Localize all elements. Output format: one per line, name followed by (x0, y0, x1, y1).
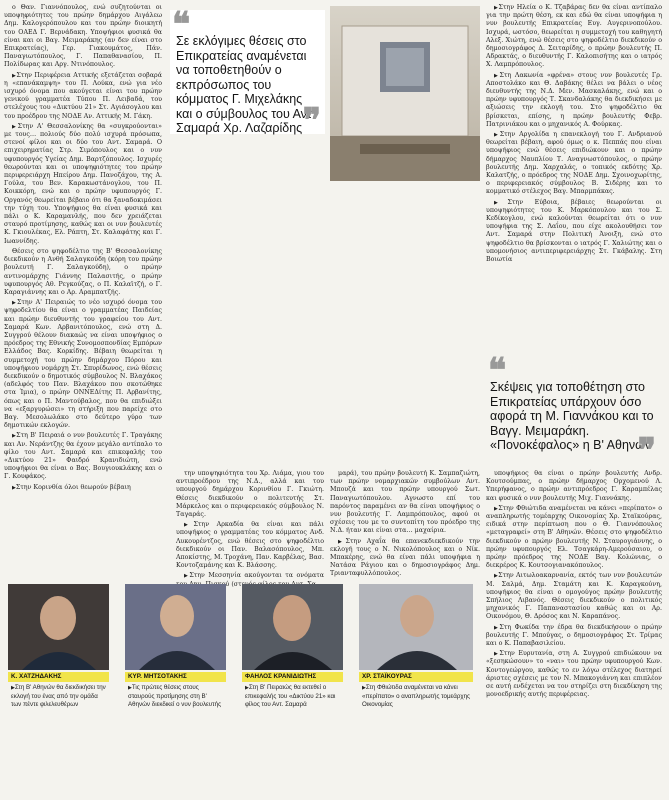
person-silhouette (242, 584, 343, 670)
portrait-card (0, 576, 117, 800)
article-column-2 (176, 470, 324, 591)
portrait-name: Κ. ΧΑΤΖΗΔΑΚΗΣ (8, 672, 109, 682)
portrait-name: ΚΥΡ. ΜΗΤΣΟΤΑΚΗΣ (125, 672, 226, 682)
portrait-card (117, 576, 234, 800)
paragraph: ▶ Στην Αρκαδία θα είναι και πάλι υποψήφιος ο γραμματέας του κόμματος Ανδ. Λυκουρέντζος, ενώ θέσεις στο ψηφοδέλτιο διεκδικούν οι Παν. Βαλασόπουλος, Μπ. Αποκίστης, Μ. Τροχάνη, Παν. Καρβέλας, Βασ. Κοντοζαμάνης και Κ. Βλάσσης. (176, 521, 324, 570)
parliament-photo (330, 6, 480, 181)
article-column-4-continued (486, 470, 662, 701)
paragraph: μαρά), του πρώην βουλευτή Κ. Σαμπαζιώτη, των πρώην νομαρχιακών συμβούλων Αντ. Μπουζά και του πρώην υπουργού Σωτ. Παναγιωτόπουλου. Αγνωστο επί του παρόντος παραμένει αν θα είναι υποψήφιος ο νυν βουλευτής Γ. Λαμπρόπουλος, αφού οι σχέσεις του με το συντοπίτη του πρόεδρο της Ν.Δ. ήταν και είναι στα… μαχαίρια. (330, 470, 480, 535)
paragraph: Θέσεις στο ψηφοδέλτιο της Β' Θεσσαλονίκης διεκδικούν η Ανθή Σαλαγκούδη (κόρη του πρώην βουλευτή Γ. Σαλαγκούδη), ο πρώην αντινομάρχης Γιάννης Παλασιτής, ο πρώην υφυπουργός Αθ. Ρεγκούζας, ο Π. Καλαϊτζή, ο Γ. Καραγιάννης και ο Αρ. Αραμπατζής. (4, 247, 162, 296)
person-silhouette (125, 584, 226, 670)
portrait-caption: ▶ Στη Β' Αθηνών θα διεκδικήσει την εκλογή του ένας από την ομάδα των πέντε φιλελευθέρων (11, 684, 107, 708)
portrait-photo (8, 584, 109, 670)
paragraph: υποψήφιος θα είναι ο πρώην βουλευτής Ανδρ. Κουτσούμπας, ο πρώην δήμαρχος Ορχομενού Λ. Υπερήφανος, ο πρώην αντιπρόεδρος Γ. Καραμπέλας και φυσικά ο νυν βουλευτής Μιχ. Γιαννάκης. (486, 470, 662, 502)
portrait-caption: ▶ Τις πρώτες θέσεις στους σταυρούς προτίμησης στη Β' Αθηνών διεκδικεί ο νυν βουλευτής (128, 684, 224, 708)
paragraph: ο Θαν. Γιαννόπουλος, ενώ συζητούνται οι υποψηφιότητες του πρώην δημάρχου Αιγάλεω Δημ. Καλογερόπουλου και του πρώην διοικητή του ΟΑΕΔ Γ. Βερνάδακη. Υποψήφιοι φυσικά θα είναι και οι Βαγ. Μειμαράκης (αν δεν είναι στο Επικρατείας), Γερ. Γιακουμάτος, Πάν. Παναγιωτόπουλος, Γ. Παπαθανασίου, Π. Πολίδωρας και Αργ. Ντινόπουλος. (4, 4, 162, 69)
portrait-card (351, 576, 481, 800)
paragraph: ▶ Στην Κορινθία όλοι θεωρούν βέβαιη (4, 484, 162, 492)
portrait-photo (125, 584, 226, 670)
paragraph: ▶ Στην Περιφέρεια Αττικής εξετάζεται σοβαρά η «επανάκαμψη» του Π. Λούκα, ενώ για νέο ισχυρό όνομα που ακούγεται είναι του πρώην γενικού γραμματέα Τύπου Π. Λειβαδά, του στελέχους του «Δικτύου 21» Στ. Αγιάσογλου και του προέδρου της ΝΟΔΕ Αν. Αττικής Μ. Γάκη. (4, 72, 162, 121)
close-quote-icon: ❞ (637, 431, 656, 471)
article-column-1 (4, 4, 162, 494)
paragraph: ▶ Στην Αχαΐα θα επανεκδιεκδικούν την εκλογή τους ο Ν. Νικολόπουλος και ο Νίκ. Μπακέρης, ενώ θα είναι πάλι υποψήφια η Νατάσα Ράγιου και ο δημοσιογράφος Δημ. Τριανταφυλλόπουλος. (330, 538, 480, 579)
paragraph: ▶ Στην Αιτωλοακαρνανία, εκτός των νυν βουλευτών Μ. Σαλμά, Δημ. Σταμάτη και Κ. Καραγκούνη, υποψήφιος θα είναι ο ομογούγος πρώην βουλευτής Σπήλιος Λιβανός. Θέσεις διεκδικούν ο πολιτικός μηχανικός Γ. Παπαναστασίου καθώς και οι Αρ. Οικονόμου, Θ. Δρόσος και Ν. Καραπάνος. (486, 572, 662, 621)
paragraph: ▶ Στην Α' Θεσσαλονίκης θα «συγκρούονται» με τους… πολιούς δύο πολύ ισχυρά πρόσωπα, στενοί φίλοι και οι δύο του Αντ. Σαμαρά. Ο επιχειρηματίας Στρ. Σιμόπουλος και ο νυν υφυπουργός Υγείας Δημ. Βαρτζόπουλος. Ισχυρές θεωρούνται και οι υποψηφιότητες του πρώην περιφερειάρχη Ηπείρου Δημ. Πανοζάχου, της Α. Γούλα, του Βεν. Καρακωστάνογλου, του Π. Κοικκόρη, ενώ και ο πρώην υφυπουργός Γ. Οργανός θεωρείται βέβαιο ότι θα ξαναδοκιμάσει την τύχη του. Υποψήφιος θα είναι φυσικά και πάλι ο Κ. Καραμανλής, που δεν χρειάζεται σταυρό προτίμησης, καθώς και οι νυν βουλευτές Κ. Γκιουλέκας, Ελ. Ράπτη, Στ. Καλαφάτης και Γ. Ιωαννίδης. (4, 123, 162, 246)
article-column-3 (330, 470, 480, 581)
paragraph: ▶ Στη Φωκίδα την έδρα θα διεκδικήσουν ο πρώην βουλευτής Γ. Μπούγας, ο δημοσιογράφος Στ. Τρίμας και ο Κ. Παπαβασιλείου. (486, 624, 662, 649)
portrait-caption: ▶ Στη Φθιώτιδα αναμένεται να κάνει «περίπατο» ο αναπληρωτής τομεάρχης Οικονομίας (362, 684, 471, 708)
paragraph: ▶ Στην Α' Πειραιώς το νέο ισχυρό όνομα του ψηφοδελτίου θα είναι ο γραμματέας Παιδείας και πρώην διευθυντής του γραφείου του Αντ. Σαμαρά Κων. Αρβανιτόπουλος, ενώ στη Δ. Συγγρού θέλουν διακαώς να είναι υποψήφιος ο πρόεδρος της Εθνικής Συνομοσπονδίας Εμπόρων Ελλάδος Βας. Κορκίδης. Βέβαιη θεωρείται η συμμετοχή του πρώην δημάρχου Πόρου και υποψήφιου νομάρχη Στ. Σπυρίδωνος, ενώ θέσεις διεκδικούν ο δημοτικός σύμβουλος Ν. Βλαχάκος (αδελφός του Παν. Βλαχάκου που σκοτώθηκε στα Ίμια), ο πρώην ΟΝΝΕΔίτης Π. Αρβανίτης, όπως και ο Π. Μαντούβαλος, που θα επιδιώξει να «εξαργυρώσει» τη στήριξη που παρείχε στο Βαγ. Μεσολωλάκο στο δεύτερο γύρο των δημοτικών εκλογών. (4, 299, 162, 430)
close-quote-icon: ❞ (302, 101, 321, 141)
pull-quote (170, 5, 325, 141)
paragraph: ▶ Στην Ευρυτανία, στη Α. Συγγρού επιδιώκουν να «ξεσηκώσουν» το «ναι» του πρώην υφυπουργού Κων. Κοντογεώργου, καθώς το εν λόγω στέλεχος διατηρεί άριστες σχέσεις με τον Ν. Μπακογιάννη και επιπλέον σε αυτή ενδέχεται να τον στηρίζει στη διεκδίκηση της μονοεδρικής αυτής περιφέρειας. (486, 650, 662, 699)
pull-quote (482, 351, 662, 471)
paragraph: ▶ Στην Εύβοια, βέβαιες θεωρούνται οι υποψηφιότητες του Κ. Μαρκόπουλου και του Σ. Κεδίκογλου, ενώ καλούνται θεωρείται ότι ο νυν υποψήφια της Σ. Λαΐου, που είχε ακολουθήσει τον Αντ. Σαμαρά στην Πολιτική Άνοιξη, ενώ στο ψηφοδέλτιο θα βρίσκονται ο ιατρός Γ. Χαλιώτης και ο υπομονήσιος αντιπεριφερειάρχης Στ. Γκάβαλης. Στη Βοιωτία (486, 199, 662, 265)
portrait-name: ΧΡ. ΣΤΑΪΚΟΥΡΑΣ (359, 672, 473, 682)
paragraph: ▶ Στην Αργολίδα η επανεκλογή του Γ. Ανδριανού θεωρείται βέβαιη, αφού όμως ο κ. Πεππάς που είναι υποψήφιος ενώ θέσεις επιδιώκουν και ο πρώην δήμαρχος Ναυπλίου Τ. Αναγνωστόπουλος, ο πρώην βουλευτής Δημ. Χαρχαλάς, ο τοπικός εκδότης Χρ. Καλατζής, ο πρόεδρος της ΝΟΔΕ Δημ. Σχοινοχωρίτης, ο περιφερειακός σύμβουλος Β. Σιδέρης και το κομματικό στέλεχος Βαγ. Μπαρμπάκας. (486, 131, 662, 197)
pull-quote-text: Σε εκλόγιμες θέσεις στο Επικρατείας αναμένεται να τοποθετηθούν ο εκπρόσωπος του κόμματος Γ. Μιχελάκης και ο σύμβουλος του Αντ. Σαμαρά Χρ. Λαζαρίδης (176, 34, 316, 135)
paragraph: την υποψηφιότητα του Χρ. Λιάμα, γιου του αντιπροέδρου της Ν.Δ., αλλά και του υπουργού δημάρχου Κορινθίου Γ. Γκιώτη. Θέσεις διεκδικούν ο πολιτευτής Στ. Μάρκελος και ο περιφερειακός σύμβουλος Ν. Ταγαράς. (176, 470, 324, 519)
open-quote-icon: ❝ (172, 5, 191, 45)
photo-illustration (330, 6, 480, 181)
article-column-4 (486, 4, 662, 266)
paragraph: ▶ Στη Λακωνία «φρένα» στους νυν βουλευτές Γρ. Αποστολάκο και Θ. Δαβάκης θέλει να βάλει ο νέος διευθυντής της Ν.Δ. Μεν. Μασκαλάκης, ενώ και ο πρώην υφυπουργός Τ. Σκανδαλάκης θα διεκδικήσει με αξιώσεις την εκλογή του. Στο ψηφοδέλτιο θα βρίσκεται, επίσης, η πρώην βουλευτής Φεβρ. Πατρινιάκου και ο μηχανικός Α. Φούρκας. (486, 72, 662, 129)
portrait-photo (242, 584, 343, 670)
paragraph: ▶ Στην Φθιώτιδα αναμένεται να κάνει «περίπατο» ο αναπληρωτής τομέαρχης Οικονομίας Χρ. Σταϊκούρας, ειδικά στην περίπτωση που ο Θ. Γιαννόπουλος «μεταγραφεί» στη Β' Αθηνών. Θέσεις στο ψηφοδέλτιο διεκδικούν ο πρώην βουλευτής Ν. Σταυρογιάννης, ο πρώην υφυπουργός Ελ. Τσαγκάρη-Αμερούσαιου, ο πρώην πρόεδρος της ΝΟΔΕ Βαγ. Κολώνιας, ο διεκρέρος Κ. Κουτσογιανακόπουλος. (486, 505, 662, 571)
person-silhouette (359, 584, 473, 670)
paragraph: ▶ Στη Β' Πειραιά ο νυν βουλευτές Γ. Τραγάκης και Αν. Νεράντζης θα έχουν μεγάλο αντίπαλο το φίλο του Αντ. Σαμαρά και επικεφαλής του «Δικτύου 21» Φαιδρό Κρανιδιώτη, ενώ υποψήφιοι θα είναι ο Βας. Βουγιουκλάκης και ο Γ. Κουφάκος. (4, 432, 162, 481)
portrait-photo (359, 584, 473, 670)
open-quote-icon: ❝ (488, 351, 507, 391)
paragraph: ▶ Στην Ηλεία ο Κ. Τζαβάρας δεν θα είναι αντίπαλο για την πρώτη θέση, εκ και εδώ θα είναι υποψήφια η νυν βουλευτής Επικρατείας Ευγ. Αυγερινοπούλου. Ισχυρά, ωστόσο, θεωρείται η συμμετοχή του καθηγητή Αλεξ. Χιώτη, ενώ θέσεις στο ψηφοδέλτιο διεκδικούν ο δημοσιογράφος Δ. Σειταρίδης, ο πρώην βουλευτής Π. Αδρακτάς, ο διευθυντής Γ. Καλοπισήτης και ο ιατρός Χ. Λαμπρόπουλος. (486, 4, 662, 70)
pull-quote-text: Σκέψεις για τοποθέτηση στο Επικρατείας υπάρχουν όσο αφορά τη Μ. Γιαννάκου και το Βαγγ. Μειμαράκη. «Πονοκέφαλος» η Β' Αθηνών (490, 380, 654, 452)
portrait-caption: ▶ Στη Β' Πειραιώς θα εκτεθεί ο επικεφαλής του «Δικτύου 21» και φίλος του Αντ. Σαμαρά (245, 684, 341, 708)
paragraph: ▶ Στην Μεσσηνία ακούγονται τα ονόματα (176, 572, 324, 588)
portrait-card (234, 576, 351, 800)
person-silhouette (8, 584, 109, 670)
portrait-name: ΦΑΗΛΟΣ ΚΡΑΝΙΔΙΩΤΗΣ (242, 672, 343, 682)
